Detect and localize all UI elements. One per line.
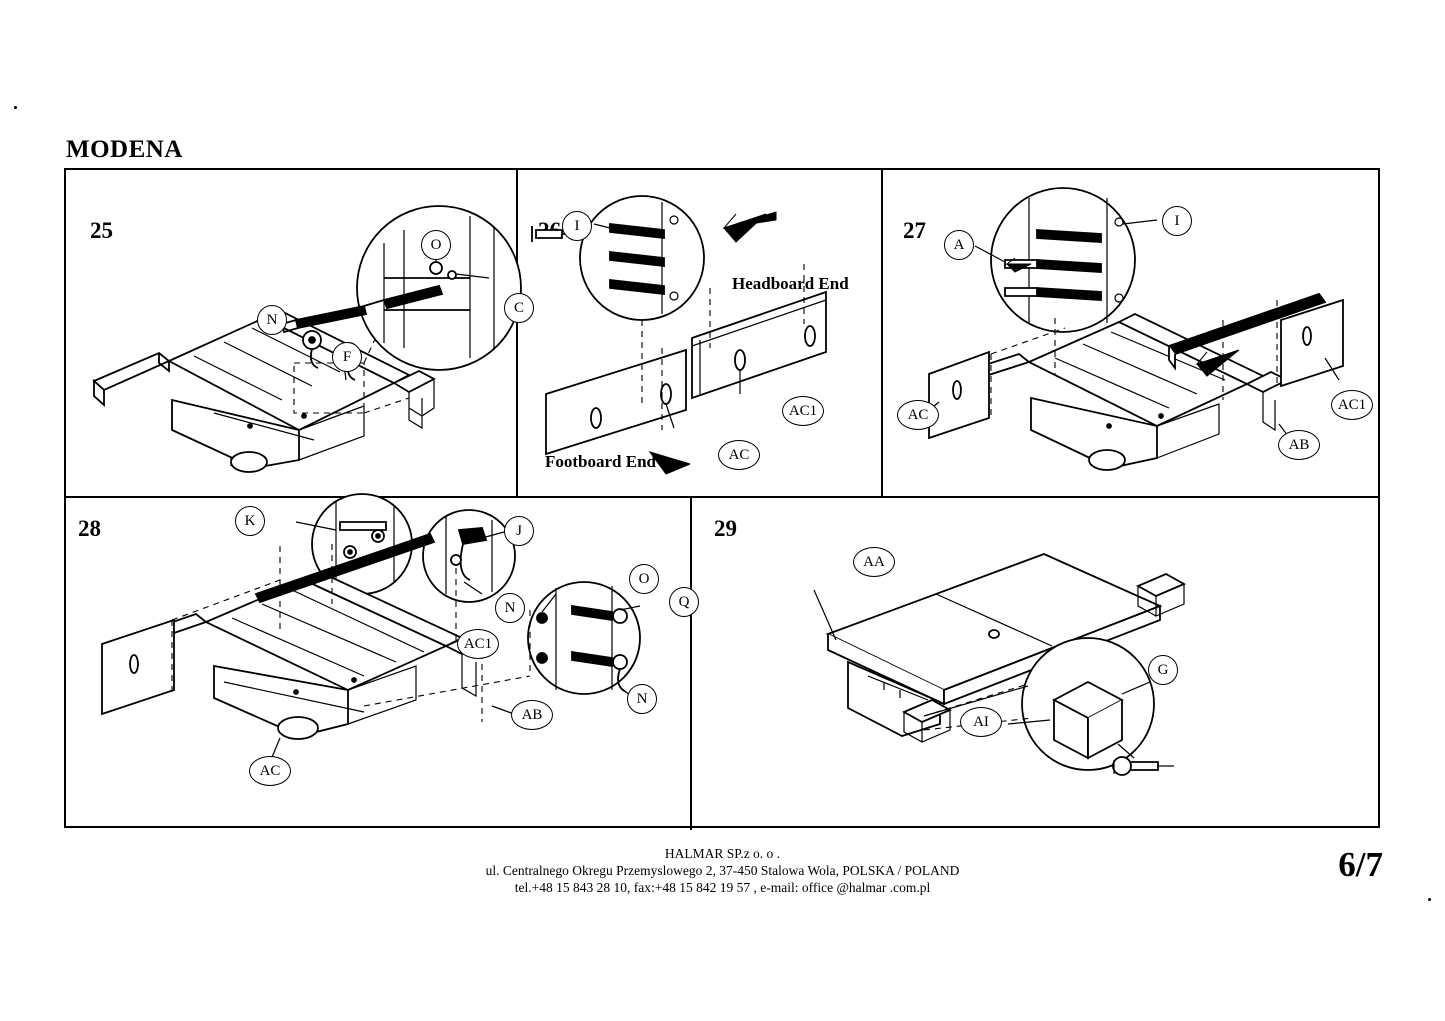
step-29-diagram [688,494,1380,828]
headboard-end-label: Headboard End [732,274,849,293]
callout-label: N [266,311,278,328]
callout-o-step28 [629,564,659,594]
callout-label: AI [973,713,989,730]
page-title: MODENA [66,136,183,163]
callout-n-step28-upper [495,593,525,623]
callout-label: AA [863,553,885,570]
callout-label: O [430,236,442,253]
step-panel-27 [879,168,1380,494]
step-28-diagram [64,494,688,828]
footer-line-3: tel.+48 15 843 28 10, fax:+48 15 842 19 57 , e-mail: office @halmar .com.pl [514,880,931,895]
callout-label: AC [907,406,929,423]
callout-ac-step27 [897,400,939,430]
corner-mark-bottom-right [1428,898,1431,901]
step-number-25: 25 [90,218,113,243]
callout-ab-step27 [1278,430,1320,460]
callout-n-step28-lower [627,684,657,714]
callout-label: A [953,236,965,253]
step-number-29: 29 [714,516,737,541]
callout-ac-step26 [718,440,760,470]
callout-ac1-step28 [457,629,499,659]
callout-label: K [244,512,256,529]
callout-label: AB [1288,436,1310,453]
callout-f-step25 [332,342,362,372]
callout-j-step28 [504,516,534,546]
callout-ac1-step27 [1331,390,1373,420]
callout-label: N [636,690,648,707]
corner-mark-top-left [14,106,17,109]
callout-o-step25 [421,230,451,260]
callout-ac1-step26 [782,396,824,426]
step-number-28: 28 [78,516,101,541]
footer-company [0,845,1445,896]
callout-label: G [1157,661,1169,678]
callout-n-step25 [257,305,287,335]
footer-line-1: HALMAR SP.z o. o . [664,846,781,861]
callout-k-step28 [235,506,265,536]
callout-label: N [504,599,516,616]
callout-label: C [513,299,524,316]
step-number-27: 27 [903,218,926,243]
callout-ai-step29 [960,707,1002,737]
callout-ab-step28 [511,700,553,730]
step-panel-29 [688,494,1380,828]
callout-i-step26 [562,211,592,241]
callout-label: O [638,570,650,587]
page-number: 6/7 [1338,845,1383,884]
callout-label: AC1 [788,402,818,419]
step-25-diagram [64,168,514,494]
callout-ac-step28 [249,756,291,786]
callout-label: Q [678,593,690,610]
callout-g-step29 [1148,655,1178,685]
callout-aa-step29 [853,547,895,577]
callout-label: I [1174,212,1180,229]
callout-a-step27 [944,230,974,260]
callout-label: AC1 [1337,396,1367,413]
callout-label: I [574,217,580,234]
footer-line-2: ul. Centralnego Okregu Przemyslowego 2, 37-450 Stalowa Wola, POLSKA / POLAND [485,863,960,878]
callout-label: F [342,348,352,365]
callout-label: J [516,522,522,539]
callout-i-step27 [1162,206,1192,236]
step-panel-26 [514,168,879,494]
step-panel-28 [64,494,688,828]
callout-label: AC [728,446,750,463]
callout-label: AC1 [463,635,493,652]
callout-label: AB [521,706,543,723]
callout-label: AC [259,762,281,779]
step-panel-25 [64,168,524,494]
footboard-end-label: Footboard End [545,452,656,471]
